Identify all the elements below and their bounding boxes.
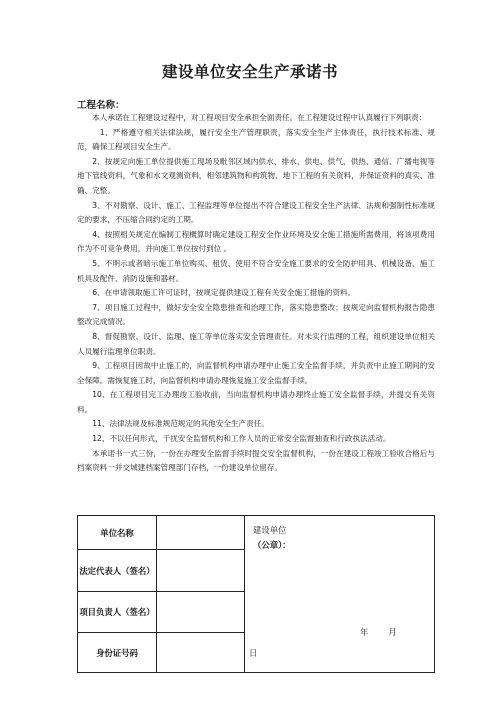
seal-label: （公章）： — [253, 540, 291, 550]
commitment-item-4: 4、按照相关规定在编制工程概算时确定建设工程安全作业环境及安全施工措施所需费用，将该项费用作为不可竞争费用，并向施工单位按付到位 。 — [77, 229, 435, 254]
id-number-field — [157, 633, 245, 673]
document-title: 建设单位安全生产承诺书 — [161, 63, 338, 81]
commitment-item-9: 9、工程项目因故中止施工的，向监督机构申请办理中止施工安全监督手续，并负责中止施工期间的安全保障。需恢复施工时，向监督机构申请办理恢复施工安全监督手续。 — [77, 361, 435, 385]
commitment-body — [77, 111, 435, 476]
project-lead-field — [157, 592, 245, 633]
commitment-item-3: 3、不对勘察、设计、施工、工程监理等单位提出不符合建设工程安全生产法律、法规和强制性标准规定的要求，不压缩合同约定的工期。 — [77, 200, 435, 225]
commitment-item-7: 7、项目施工过程中，做好安全安全隐患排查和治理工作，落实隐患整改；按规定向监督机构报告隐患整改完成情况。 — [77, 302, 435, 327]
project-name-label: 工程名称： — [77, 100, 125, 111]
commitment-item-1: 1、严格遵守相关法律法规，履行安全生产管理职责，落实安全生产主体责任，执行技术标准、规范，确保工程项目安全生产。 — [77, 127, 435, 152]
commitment-item-6: 6、在申请领取施工许可证时，按规定提供建设工程有关安全施工措施的资料。 — [92, 288, 356, 298]
id-number-label: 身份证号码 — [78, 633, 157, 673]
date-year-month-label: 年月 — [360, 627, 417, 637]
closing-paragraph: 本承诺书一式三份，一份在办理安全监督手续时提交安全监督机构，一份在建设工程竣工验收合格后与档案资料一并交城建档案管理部门存档，一份建设单位留存。 — [77, 448, 435, 473]
intro-paragraph: 本人承诺在工程建设过程中，对工程项目安全承担全面责任。在工程建设过程中认真履行下列职责： — [92, 113, 427, 122]
legal-rep-label: 法定代表人（签名） — [78, 550, 157, 592]
commitment-item-2: 2、按规定向施工单位提供施工现场及毗邻区域内供水、排水、供电、供气、供热、通信、广播电视等地下管线资料，气象和水文观测资料，相邻建筑物和构筑物、地下工程的有关资料，并保证资料的真实、准确、完整。 — [77, 156, 435, 195]
signature-table — [77, 515, 435, 673]
legal-rep-field — [157, 550, 245, 592]
commitment-item-8: 8、督促勘察、设计、监理、施工等单位落实安全管理责任。对未实行监理的工程，组织建设单位相关人员履行监理单位职责。 — [77, 331, 435, 356]
project-lead-label: 项目负责人（签名） — [78, 592, 157, 633]
date-day-label: 日 — [249, 648, 258, 658]
commitment-item-11: 11、法律法规及标准规范规定的其他安全生产责任。 — [92, 419, 269, 429]
unit-name-label: 单位名称 — [78, 516, 157, 550]
commitment-item-12: 12、不以任何形式，干扰安全监督机构和工作人员的正常安全监督抽查和行政执法活动。 — [92, 434, 391, 444]
seal-cell — [245, 516, 435, 673]
commitment-item-5: 5、不明示或者暗示施工单位购买、租赁、使用不符合安全施工要求的安全防护用具、机械设备、施工机具及配件、消防设施和器材。 — [77, 258, 435, 283]
seal-unit-label: 建设单位 — [253, 525, 287, 535]
unit-name-field — [157, 516, 245, 550]
commitment-item-10: 10、在工程项目完工办理竣工验收前，当向监督机构申请办理终止施工安全监督手续，并提交有关资料。 — [77, 390, 435, 414]
